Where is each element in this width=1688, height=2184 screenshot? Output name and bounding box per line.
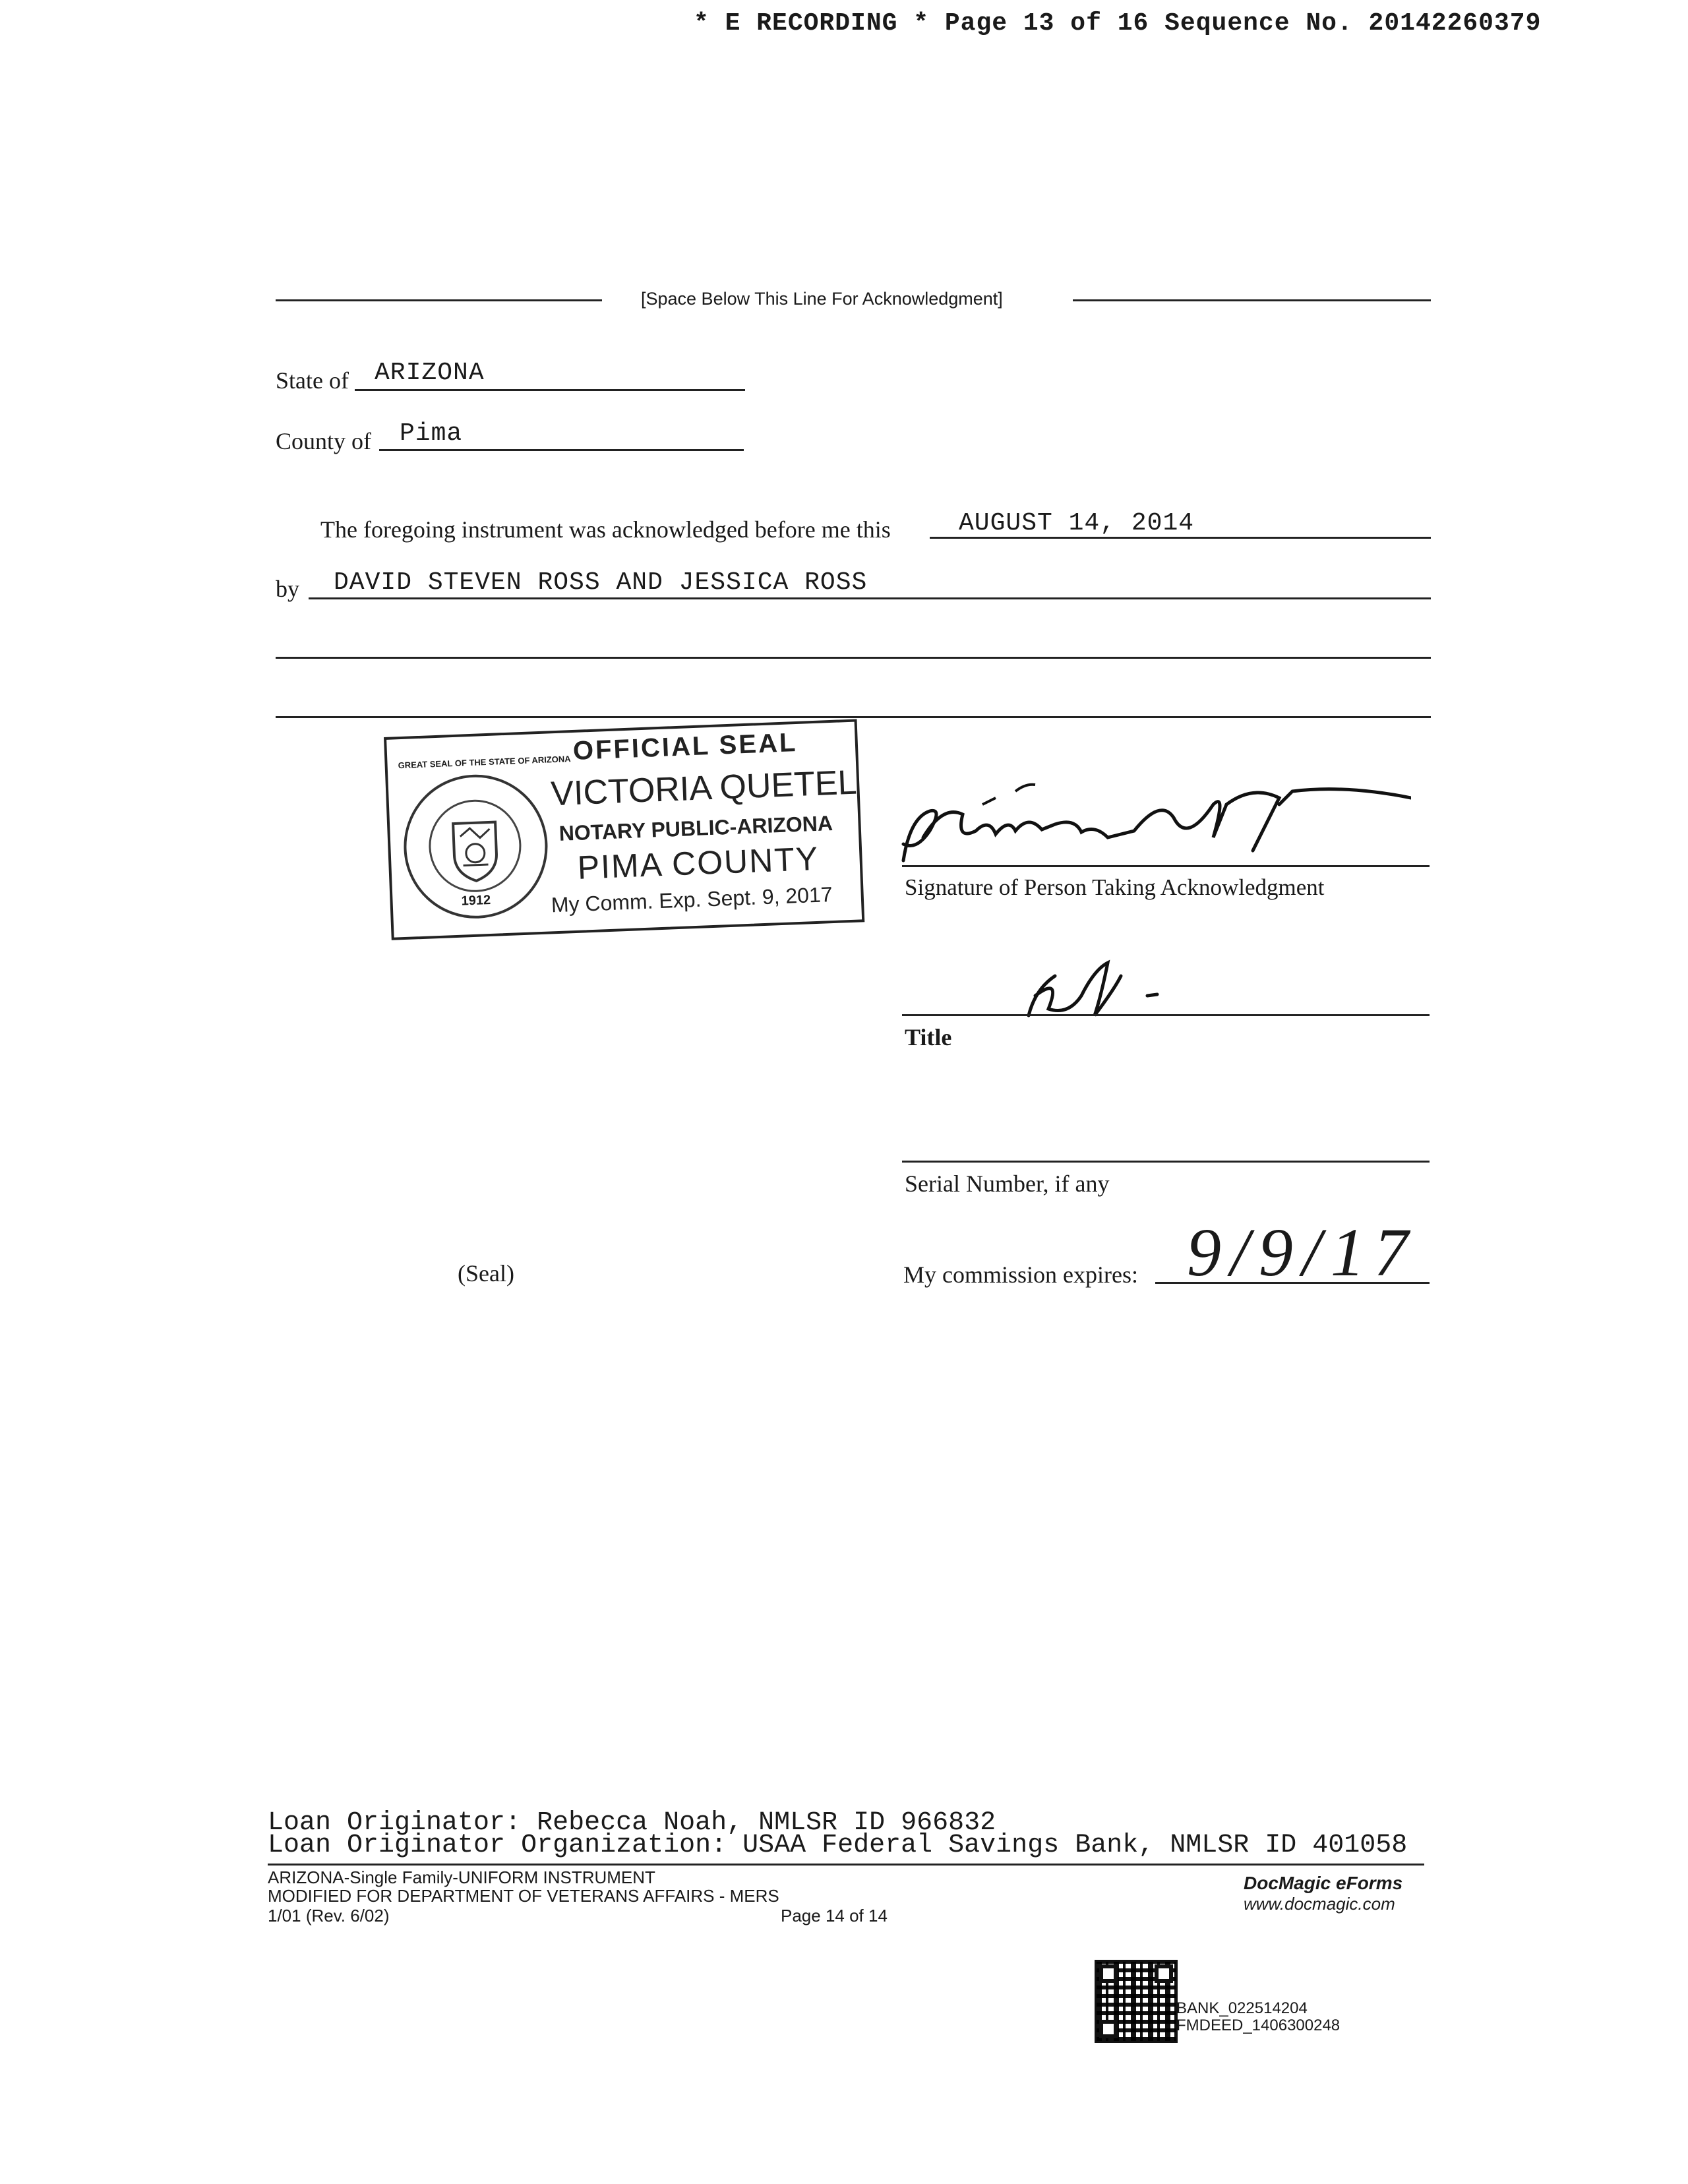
state-line (355, 389, 745, 391)
separator-text: [Space Below This Line For Acknowledgment] (641, 289, 1003, 309)
county-label: County of (276, 428, 372, 454)
form-line-2: MODIFIED FOR DEPARTMENT OF VETERANS AFFAIRS - MERS (268, 1886, 779, 1906)
signature-label: Signature of Person Taking Acknowledgment (905, 874, 1325, 900)
signature-line (902, 865, 1430, 867)
seal-caption: (Seal) (458, 1260, 514, 1287)
barcode-id-1: BANK_022514204 (1176, 1999, 1308, 2017)
footer-rule (268, 1864, 1424, 1866)
notary-stamp (384, 719, 864, 940)
title-label: Title (905, 1024, 952, 1050)
by-label: by (276, 576, 299, 602)
serial-label: Serial Number, if any (905, 1170, 1110, 1197)
commission-label: My commission expires: (903, 1261, 1138, 1288)
by-line (309, 597, 1431, 599)
notary-county: PIMA COUNTY (576, 839, 820, 886)
separator-line-right (1073, 299, 1431, 301)
seal-emblem-icon (429, 800, 521, 892)
serial-line (902, 1161, 1430, 1163)
state-label: State of (276, 367, 349, 394)
acknowledgment-date: AUGUST 14, 2014 (959, 509, 1195, 537)
state-seal (398, 754, 571, 921)
blank-line-2 (276, 716, 1431, 718)
form-line-3: 1/01 (Rev. 6/02) (268, 1906, 390, 1926)
barcode-corner-icon (1099, 1964, 1118, 1983)
state-seal-inner (427, 798, 523, 894)
loan-originator-organization: Loan Originator Organization: USAA Federal Savings Bank, NMLSR ID 401058 (268, 1831, 1408, 1860)
notary-title: NOTARY PUBLIC-ARIZONA (558, 810, 833, 845)
notary-signature (884, 778, 1411, 870)
county-line (379, 449, 744, 451)
commission-expires-value: 9/9/17 (1187, 1215, 1418, 1290)
title-line (902, 1014, 1430, 1016)
docmagic-url: www.docmagic.com (1244, 1894, 1395, 1914)
notary-commission: My Comm. Exp. Sept. 9, 2017 (551, 882, 833, 917)
commission-line (1155, 1282, 1430, 1284)
date-line (930, 537, 1431, 539)
loan-originator: Loan Originator: Rebecca Noah, NMLSR ID 966832 (268, 1808, 996, 1838)
document-barcode (1095, 1960, 1178, 2043)
separator-line-left (276, 299, 602, 301)
barcode-corner-icon (1155, 1964, 1173, 1983)
seal-year: 1912 (461, 892, 491, 909)
page-info: Page 14 of 14 (781, 1906, 888, 1926)
docmagic-logo: DocMagic eForms (1244, 1873, 1403, 1893)
barcode-id-2: FMDEED_1406300248 (1176, 2017, 1341, 2034)
acknowledged-by: DAVID STEVEN ROSS AND JESSICA ROSS (334, 568, 868, 597)
barcode-corner-icon (1099, 2020, 1118, 2038)
official-seal-label: OFFICIAL SEAL (572, 727, 799, 766)
seal-ring-text: GREAT SEAL OF THE STATE OF ARIZONA (398, 754, 571, 771)
foregoing-text: The foregoing instrument was acknowledged before me this (320, 516, 891, 543)
county-value: Pima (400, 419, 463, 448)
blank-line-1 (276, 657, 1431, 659)
state-value: ARIZONA (375, 359, 485, 387)
form-line-1: ARIZONA-Single Family-UNIFORM INSTRUMENT (268, 1867, 655, 1887)
notary-name: VICTORIA QUETEL (550, 763, 858, 814)
recording-header: * E RECORDING * Page 13 of 16 Sequence No. 20142260379 (694, 9, 1542, 38)
title-handwriting (1009, 950, 1180, 1029)
